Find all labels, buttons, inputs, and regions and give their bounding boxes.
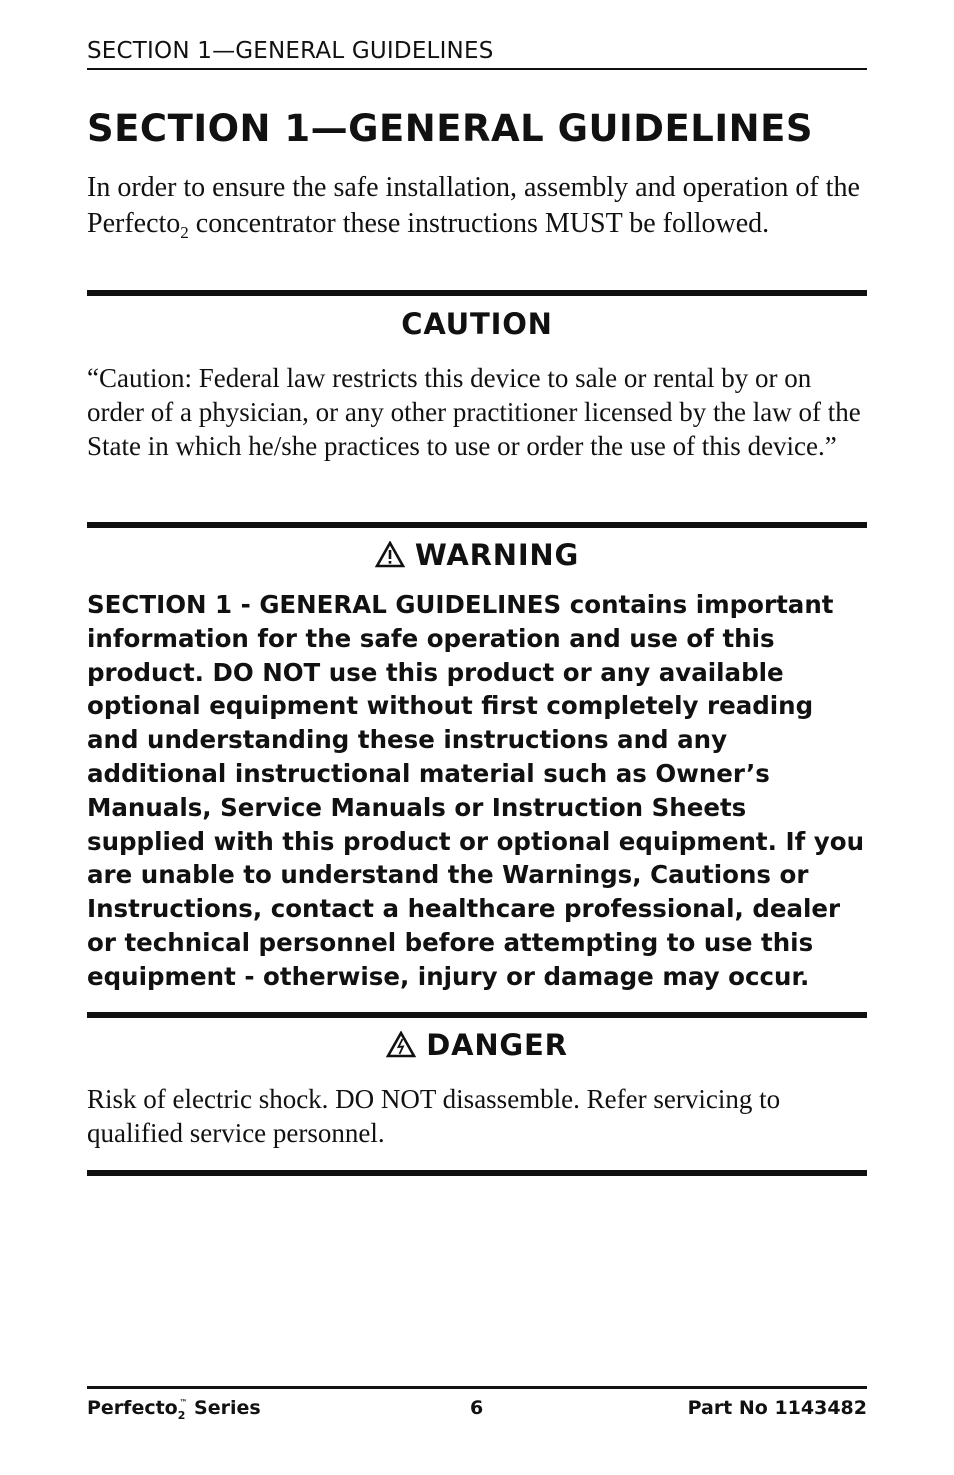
warning-text: SECTION 1 - GENERAL GUIDELINES contains important information for the safe operation and use of this product. DO NOT use this product or any available optional equipment without first completely reading and understanding these instructions and any additional instructional material such as Owner’s Manuals, Service Manuals or Instruction Sheets supplied with this product or optional equipment. If you are unable to understand the Warnings, Cautions or Instructions, contact a healthcare professional, dealer or technical personnel before attempting to use this equipment - otherwise, injury or damage may occur. xyxy=(87,590,865,991)
footer-rule xyxy=(87,1386,867,1389)
running-header: SECTION 1—GENERAL GUIDELINES xyxy=(87,36,867,70)
danger-top-rule xyxy=(87,1012,867,1018)
danger-heading: DANGER xyxy=(426,1028,568,1062)
caution-text: “Caution: Federal law restricts this device to sale or rental by or on order of a physician, or any other practitioner licensed by the law of the State in which he/she practices to use or order the use of this device.” xyxy=(87,363,861,461)
danger-text: Risk of electric shock. DO NOT disassemble. Refer servicing to qualified service personnel. xyxy=(87,1084,781,1148)
caution-heading: CAUTION xyxy=(401,307,553,341)
part-number: Part No 1143482 xyxy=(687,1397,867,1419)
intro-paragraph xyxy=(87,170,867,242)
warning-triangle-icon xyxy=(375,540,405,576)
caution-top-rule xyxy=(87,290,867,296)
intro-text-start: In order to ensure the safe installation, assembly and operation of the Perfecto xyxy=(87,172,860,239)
danger-heading-row xyxy=(87,1027,867,1066)
page-number: 6 xyxy=(470,1397,484,1419)
danger-bottom-rule xyxy=(87,1170,867,1176)
electric-shock-triangle-icon xyxy=(386,1030,416,1066)
footer-trademark: ™ xyxy=(179,1398,188,1407)
warning-heading-row xyxy=(87,537,867,576)
warning-top-rule xyxy=(87,522,867,528)
footer-product: Perfecto xyxy=(87,1397,178,1419)
footer-product-subscript: 2 xyxy=(177,1409,186,1422)
warning-heading: WARNING xyxy=(414,538,580,572)
section-title: SECTION 1—GENERAL GUIDELINES xyxy=(87,107,813,150)
intro-subscript: 2 xyxy=(180,223,189,242)
footer-product-name xyxy=(87,1395,261,1421)
footer-series: Series xyxy=(187,1397,261,1419)
intro-text-end: concentrator these instructions MUST be followed. xyxy=(188,208,770,239)
